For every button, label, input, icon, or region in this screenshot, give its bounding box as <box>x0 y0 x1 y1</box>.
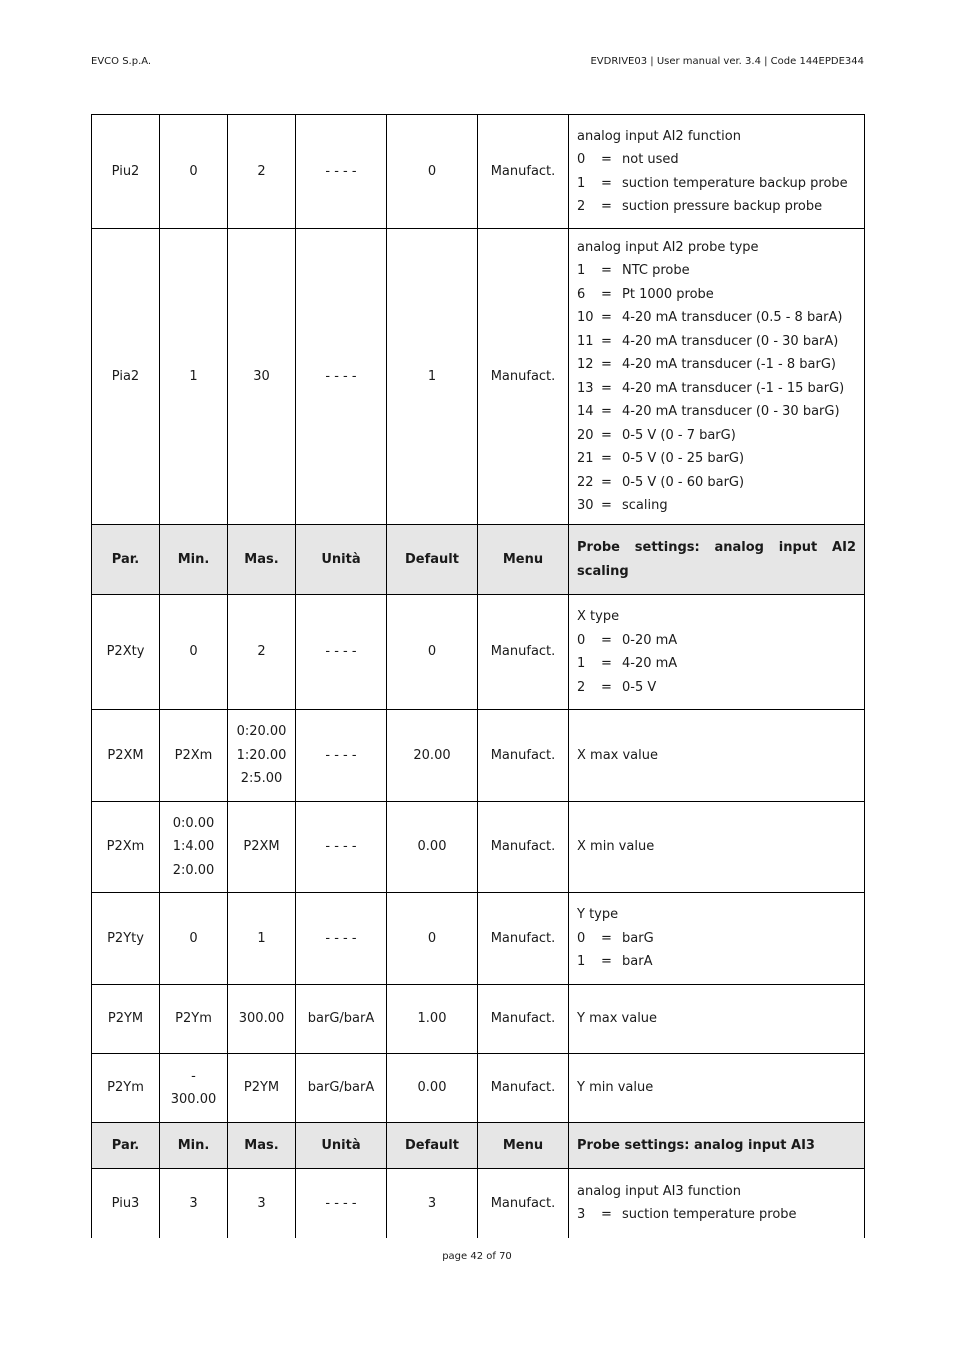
cell-line: 300.00 <box>238 1011 285 1027</box>
param-default: 1.00 <box>387 985 478 1054</box>
table-row <box>92 595 865 710</box>
param-description <box>569 985 865 1054</box>
page-number: page 42 of 70 <box>442 1251 512 1262</box>
option-line <box>577 377 856 401</box>
param-min <box>160 1169 228 1238</box>
param-menu: Manufact. <box>478 985 569 1054</box>
param-max <box>228 985 296 1054</box>
option-number: 0 <box>577 152 586 167</box>
param-unit: barG/barA <box>296 1054 387 1123</box>
header-menu: Menu <box>478 1123 569 1169</box>
param-max <box>228 229 296 525</box>
table-row <box>92 1054 865 1123</box>
table-row <box>92 710 865 802</box>
parameter-table-body <box>92 115 865 1238</box>
table-header-row <box>92 1123 865 1169</box>
header-par: Par. <box>92 525 160 595</box>
table-row <box>92 985 865 1054</box>
header-unit: Unità <box>296 1123 387 1169</box>
option-line <box>577 306 856 330</box>
option-line <box>577 353 856 377</box>
description-title: X max value <box>577 747 659 763</box>
option-text: 0-5 V <box>622 679 657 695</box>
option-equals: = <box>601 380 612 396</box>
cell-line: 2:5.00 <box>240 771 283 787</box>
option-number: 3 <box>577 1207 586 1223</box>
param-min <box>160 595 228 710</box>
option-line <box>577 172 856 196</box>
option-equals: = <box>601 474 612 490</box>
param-name: Piu2 <box>92 115 160 229</box>
cell-line: 2 <box>257 163 266 179</box>
cell-line: 2:0.00 <box>172 862 215 878</box>
param-unit: - - - - <box>296 115 387 229</box>
param-default: 0 <box>387 595 478 710</box>
cell-line: 0:20.00 <box>236 724 287 740</box>
param-max <box>228 595 296 710</box>
description-title: analog input AI2 probe type <box>577 239 759 255</box>
param-name: P2Yty <box>92 893 160 985</box>
option-equals: = <box>601 263 612 278</box>
cell-line: 30 <box>253 368 270 384</box>
param-name: P2YM <box>92 985 160 1054</box>
option-equals: = <box>601 498 612 513</box>
option-text: 4-20 mA <box>622 656 678 671</box>
param-default: 0 <box>387 893 478 985</box>
cell-line: 0 <box>189 163 198 179</box>
option-text: not used <box>622 152 679 167</box>
header-max: Mas. <box>228 1123 296 1169</box>
cell-line: P2XM <box>243 839 280 855</box>
param-description <box>569 115 865 229</box>
option-number: 11 <box>577 333 594 349</box>
option-line <box>577 471 856 495</box>
option-line <box>577 927 856 951</box>
option-text: suction temperature backup probe <box>622 175 848 191</box>
option-equals: = <box>601 656 612 671</box>
header-menu: Menu <box>478 525 569 595</box>
option-number: 22 <box>577 474 594 490</box>
option-line <box>577 676 856 700</box>
table-row <box>92 802 865 893</box>
description-title: X min value <box>577 839 655 855</box>
option-number: 2 <box>577 199 586 214</box>
option-text: 4-20 mA transducer (0 - 30 barG) <box>622 404 840 419</box>
cell-line: P2YM <box>243 1080 280 1096</box>
param-unit: barG/barA <box>296 985 387 1054</box>
param-name: P2Xty <box>92 595 160 710</box>
option-line <box>577 148 856 172</box>
param-unit: - - - - <box>296 1169 387 1238</box>
cell-line: P2Ym <box>175 1011 212 1027</box>
option-text: barA <box>622 954 653 970</box>
option-text: 0-20 mA <box>622 632 678 648</box>
option-equals: = <box>601 175 612 191</box>
param-min <box>160 1054 228 1123</box>
param-unit: - - - - <box>296 802 387 893</box>
param-min <box>160 710 228 802</box>
header-company: EVCO S.p.A. <box>91 56 152 67</box>
param-name: Pia2 <box>92 229 160 525</box>
cell-line: 0:0.00 <box>172 815 215 831</box>
cell-line: 1 <box>257 930 266 946</box>
param-menu: Manufact. <box>478 229 569 525</box>
description-title: X type <box>577 609 620 624</box>
option-text: suction pressure backup probe <box>622 199 823 214</box>
cell-line: 1 <box>189 368 198 384</box>
header-par: Par. <box>92 1123 160 1169</box>
option-equals: = <box>601 679 612 695</box>
param-description <box>569 1054 865 1123</box>
option-text: 4-20 mA transducer (-1 - 15 barG) <box>622 380 845 396</box>
table-row <box>92 893 865 985</box>
option-number: 6 <box>577 286 586 302</box>
option-equals: = <box>601 954 612 970</box>
option-number: 14 <box>577 404 594 419</box>
description-title: Y max value <box>577 1011 658 1027</box>
header-default: Default <box>387 1123 478 1169</box>
option-text: 0-5 V (0 - 7 barG) <box>622 427 736 443</box>
param-default: 0 <box>387 115 478 229</box>
param-min <box>160 229 228 525</box>
option-number: 12 <box>577 357 594 372</box>
param-max <box>228 1054 296 1123</box>
cell-line: 1:20.00 <box>236 747 287 763</box>
cell-line: 0 <box>189 644 198 660</box>
cell-line: 300.00 <box>170 1092 217 1107</box>
option-number: 21 <box>577 451 594 466</box>
param-min <box>160 802 228 893</box>
option-text: 0-5 V (0 - 25 barG) <box>622 451 745 466</box>
param-default: 0.00 <box>387 1054 478 1123</box>
param-default: 0.00 <box>387 802 478 893</box>
header-default: Default <box>387 525 478 595</box>
option-text: suction temperature probe <box>622 1207 797 1223</box>
option-line <box>577 950 856 974</box>
option-line <box>577 259 856 283</box>
table-header-row <box>92 525 865 595</box>
option-equals: = <box>601 286 612 302</box>
param-max <box>228 1169 296 1238</box>
option-number: 1 <box>577 263 586 278</box>
param-max <box>228 802 296 893</box>
header-min: Min. <box>160 1123 228 1169</box>
header-description: Probe settings: analog input AI3 <box>569 1123 865 1169</box>
option-text: 0-5 V (0 - 60 barG) <box>622 474 745 490</box>
description-title: Y min value <box>577 1080 654 1096</box>
option-line <box>577 283 856 307</box>
param-max <box>228 893 296 985</box>
option-number: 1 <box>577 175 586 191</box>
option-text: 4-20 mA transducer (-1 - 8 barG) <box>622 357 836 372</box>
option-number: 1 <box>577 954 586 970</box>
parameter-table <box>91 114 865 1238</box>
table-row <box>92 229 865 525</box>
param-min <box>160 893 228 985</box>
option-line <box>577 447 856 471</box>
param-unit: - - - - <box>296 710 387 802</box>
option-line <box>577 330 856 354</box>
option-text: Pt 1000 probe <box>622 286 714 302</box>
option-line <box>577 629 856 653</box>
option-equals: = <box>601 930 612 946</box>
param-description <box>569 1169 865 1238</box>
param-menu: Manufact. <box>478 1169 569 1238</box>
description-title: Y type <box>577 907 619 923</box>
option-equals: = <box>601 310 612 325</box>
param-max <box>228 710 296 802</box>
param-min <box>160 985 228 1054</box>
cell-line: 3 <box>257 1195 266 1211</box>
option-equals: = <box>601 199 612 214</box>
option-line <box>577 424 856 448</box>
description-title: analog input AI3 function <box>577 1183 741 1199</box>
option-equals: = <box>601 1207 612 1223</box>
option-number: 2 <box>577 679 586 695</box>
param-menu: Manufact. <box>478 1054 569 1123</box>
option-text: barG <box>622 930 654 946</box>
option-text: 4-20 mA transducer (0 - 30 barA) <box>622 333 839 349</box>
cell-line: - <box>191 1068 196 1084</box>
param-name: P2XM <box>92 710 160 802</box>
description-title: analog input AI2 function <box>577 128 741 144</box>
table-row <box>92 115 865 229</box>
option-number: 10 <box>577 310 594 325</box>
cell-line: 0 <box>189 930 198 946</box>
param-description <box>569 229 865 525</box>
param-default: 20.00 <box>387 710 478 802</box>
header-min: Min. <box>160 525 228 595</box>
option-number: 0 <box>577 930 586 946</box>
option-line <box>577 400 856 424</box>
param-description <box>569 893 865 985</box>
param-unit: - - - - <box>296 595 387 710</box>
option-equals: = <box>601 451 612 466</box>
param-unit: - - - - <box>296 229 387 525</box>
param-menu: Manufact. <box>478 802 569 893</box>
option-text: NTC probe <box>622 263 690 278</box>
table-row <box>92 1169 865 1238</box>
param-description <box>569 595 865 710</box>
param-unit: - - - - <box>296 893 387 985</box>
param-min <box>160 115 228 229</box>
option-equals: = <box>601 427 612 443</box>
header-document-info: EVDRIVE03 | User manual ver. 3.4 | Code 144EPDE344 <box>590 56 864 67</box>
param-max <box>228 115 296 229</box>
cell-line: P2Xm <box>174 747 213 763</box>
cell-line: 3 <box>189 1195 198 1211</box>
param-description <box>569 710 865 802</box>
option-equals: = <box>601 404 612 419</box>
param-name: P2Xm <box>92 802 160 893</box>
header-max: Mas. <box>228 525 296 595</box>
option-equals: = <box>601 333 612 349</box>
option-text: 4-20 mA transducer (0.5 - 8 barA) <box>622 310 843 325</box>
cell-line: 2 <box>257 644 266 660</box>
header-description: Probe settings: analog input AI2 scaling <box>569 525 865 595</box>
option-number: 13 <box>577 380 594 396</box>
option-line <box>577 494 856 518</box>
param-menu: Manufact. <box>478 115 569 229</box>
option-line <box>577 195 856 219</box>
option-equals: = <box>601 152 612 167</box>
option-number: 20 <box>577 427 594 443</box>
param-name: Piu3 <box>92 1169 160 1238</box>
param-menu: Manufact. <box>478 595 569 710</box>
option-number: 30 <box>577 498 594 513</box>
option-number: 1 <box>577 656 586 671</box>
option-line <box>577 1203 856 1227</box>
param-default: 1 <box>387 229 478 525</box>
param-name: P2Ym <box>92 1054 160 1123</box>
param-menu: Manufact. <box>478 893 569 985</box>
cell-line: 1:4.00 <box>172 839 215 855</box>
option-text: scaling <box>622 498 668 513</box>
option-equals: = <box>601 357 612 372</box>
param-description <box>569 802 865 893</box>
option-equals: = <box>601 632 612 648</box>
param-default: 3 <box>387 1169 478 1238</box>
option-number: 0 <box>577 632 586 648</box>
option-line <box>577 652 856 676</box>
header-unit: Unità <box>296 525 387 595</box>
param-menu: Manufact. <box>478 710 569 802</box>
